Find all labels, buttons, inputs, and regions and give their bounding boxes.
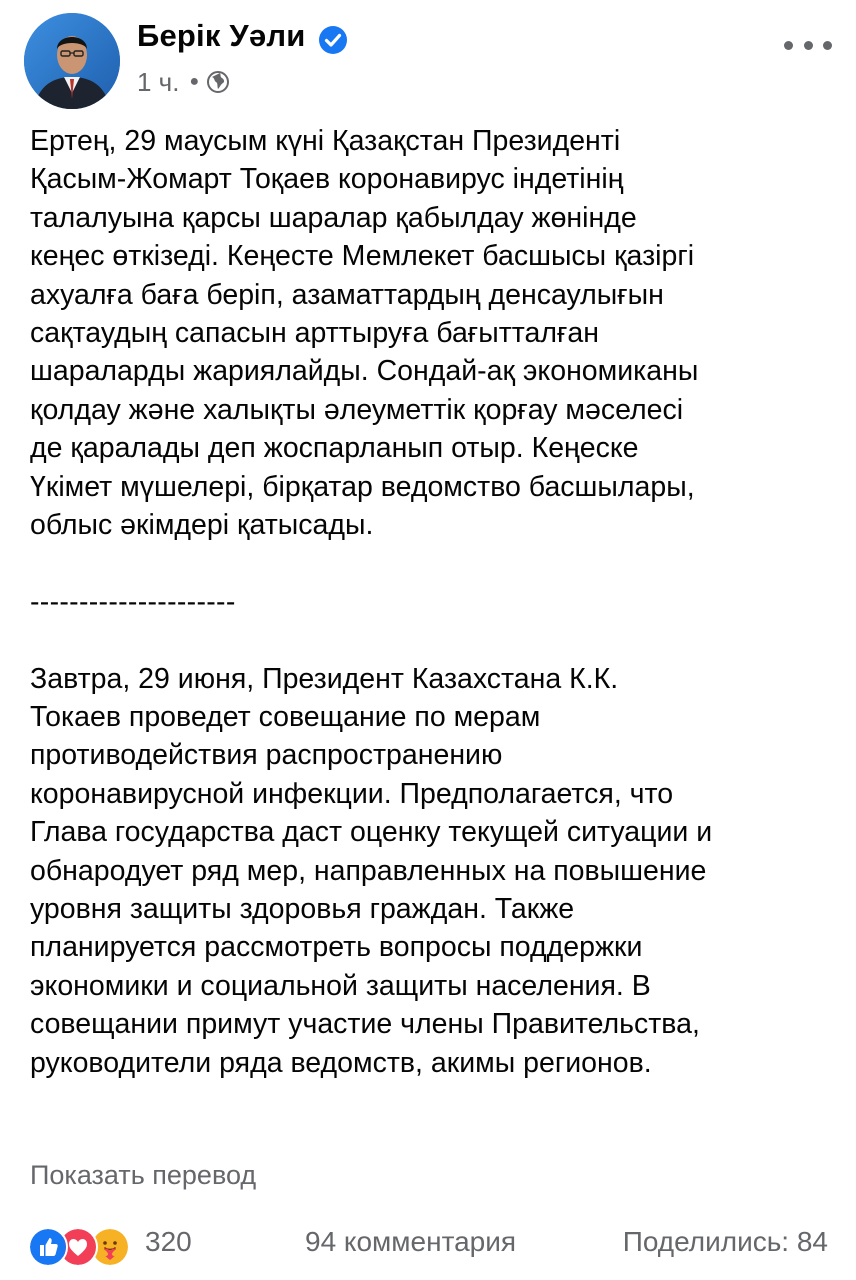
author-name[interactable]: Берік Уәли [137,18,306,53]
more-options-button[interactable] [784,30,832,60]
more-dot-icon [804,41,813,50]
post-meta [137,66,230,98]
post-header [0,0,856,120]
more-dot-icon [823,41,832,50]
like-icon [28,1227,68,1267]
meta-separator-dot: ● [189,73,200,90]
post-text-separator: --------------------- [30,585,236,618]
post-footer [0,1220,856,1272]
shares-count[interactable]: Поделились: 84 [622,1226,828,1257]
show-translation-link[interactable]: Показать перевод [30,1160,257,1190]
verified-badge-icon [318,25,348,55]
post-body [30,122,830,1082]
author-avatar[interactable] [24,13,120,109]
post-text-russian: Завтра, 29 июня, Президент Казахстана К.К. Токаев проведет совещание по мерам противодействия распространению коронавирусной инфекции. Предполагается, что Глава государства даст оценку текущей ситуации и обнародует ряд мер, направленных на повышение уровня защиты здоровья граждан. Также планируется рассмотреть вопросы поддержки экономики и социальной защиты населения. В совещании примут участие члены Правительства, руководители ряда ведомств, акимы регионов. [30,662,713,1079]
reaction-count[interactable]: 320 [145,1226,192,1257]
post-text-kazakh: Ертең, 29 маусым күні Қазақстан Президенті Қасым-Жомарт Тоқаев коронавирус індетінің талалуына қарсы шаралар қабылдау жөнінде кеңес өткізеді. Кеңесте Мемлекет басшысы қазіргі ахуалға баға беріп, азаматтардың денсаулығын сақтаудың сапасын арттыруға бағытталған шараларды жариялайды. Сондай-ақ экономиканы қолдау және халықты әлеуметтік қорғау мәселесі де қаралады деп жоспарланып отыр. Кеңеске Үкімет мүшелері, бірқатар ведомство басшылары, облыс әкімдері қатысады. [30,125,699,542]
more-dot-icon [784,41,793,50]
comments-count[interactable]: 94 комментария [305,1226,517,1257]
profile-photo [24,13,120,109]
post-timestamp[interactable]: 1 ч. [137,66,180,97]
globe-icon[interactable] [206,70,230,94]
